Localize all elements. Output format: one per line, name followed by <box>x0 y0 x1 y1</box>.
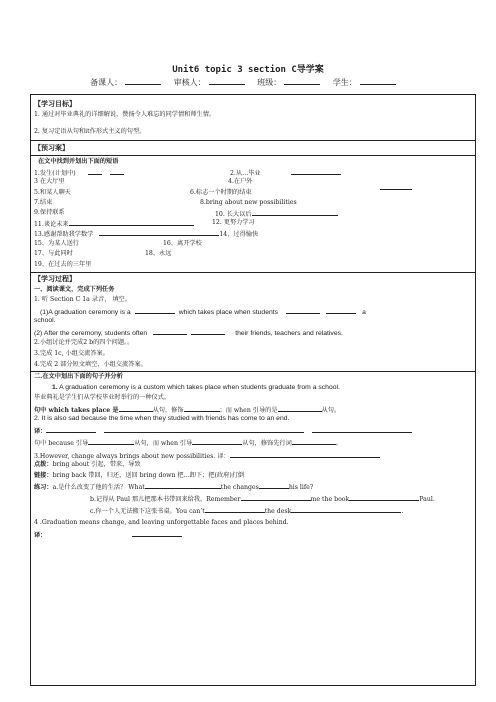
student-label: 学生： <box>332 78 357 87</box>
task1-step3: 3.完成 1c, 小组交流答案。 <box>34 350 109 357</box>
phrase-17: 17、与此同时 <box>34 250 73 257</box>
sentence-2: 2. It is also sad because the time when they studied with friends has come to an end. <box>34 415 290 422</box>
exercise-c: c.你一个人无法搬下这张书桌。You can’t the desk . <box>90 508 404 515</box>
phrase-6: 6.标志一个时期的结束 <box>190 189 252 196</box>
divider <box>30 155 476 156</box>
task1-q1: (1)A graduation ceremony is a which takes place when students a <box>40 309 366 316</box>
phrase-5: 5.和某人聊天 <box>34 189 71 196</box>
task1-listen: 1. 听 Section C 1a 录音， 填空。 <box>34 296 131 303</box>
page-title: Unit6 topic 3 section C导学案 <box>172 65 324 75</box>
task1-q1-end: school. <box>34 317 56 324</box>
task1-step2: 2.小组讨论并完成2 b的四个问题。。 <box>34 339 134 346</box>
goal-1: 1. 通过对毕业典礼的详细解说，赞扬令人难忘的同学情和师生情。 <box>34 111 216 118</box>
phrase-12: 12. 更努力学习 <box>212 219 255 226</box>
task1-heading: 一、阅读课文，完成下列任务 <box>34 286 115 293</box>
reviewer-label: 审核人： <box>173 78 206 87</box>
divider <box>30 140 476 141</box>
phrase-8: 8.bring about new possibilities <box>200 199 297 206</box>
phrase-16: 16、离开学校 <box>163 240 202 247</box>
student-blank[interactable] <box>360 84 396 85</box>
phrase-18: 18、永远 <box>145 250 172 257</box>
reviewer-blank[interactable] <box>209 84 245 85</box>
divider <box>30 371 476 372</box>
preview-heading: 【预习案】 <box>34 143 69 152</box>
exercise-b: b.记得从 Paul 那儿把那本书带回来给我。Remember me the book Paul. <box>90 496 435 503</box>
phrase-9: 9.保持联系 <box>34 209 65 216</box>
preparer-blank[interactable] <box>125 84 161 85</box>
phrase-4-blank[interactable] <box>380 183 412 193</box>
goal-2: 2. 复习定语从句和it作形式主义的句型。 <box>34 128 146 135</box>
preparer-label: 备课人： <box>90 78 123 87</box>
phrase-11: 11.谈论未来 <box>34 219 194 229</box>
sentence-4-translation: 译： <box>34 530 182 540</box>
divider <box>30 272 476 273</box>
link-line: 链接：bring back 带回，归还，送回 bring down 把…卸下；把(政府)打倒 <box>34 472 245 479</box>
phrase-4: 4.在户外 <box>228 178 253 185</box>
exercise-a: 练习：a.是什么改变了他的生活？ What the changes his life? <box>34 484 314 491</box>
phrase-19: 19、在过去的三年里 <box>34 261 92 268</box>
sentence-2-translation: 译： <box>34 426 412 436</box>
task1-step4: 4.完成 2 部分短文填空，小组交流答案。 <box>34 361 147 368</box>
phrase-13: 13.感谢帮助我学数学 14、过得愉快 <box>34 231 259 238</box>
sentence-1-translation: 毕业典礼是学生们从学校毕业时举行的一种仪式。 <box>34 394 171 401</box>
class-label: 班级： <box>257 78 282 87</box>
phrase-task-heading: 在文中找到并划出下面的短语 <box>38 158 119 165</box>
process-heading: 【学习过程】 <box>34 274 76 283</box>
sentence-1: 1. A graduation ceremony is a custom which takes place when students graduate from a school. <box>52 384 340 391</box>
header-info-line <box>0 77 496 88</box>
class-blank[interactable] <box>284 84 320 85</box>
task2-heading: 二.在文中划出下面的句子并分析 <box>34 373 123 380</box>
phrase-7: 7.结束 <box>34 199 53 206</box>
goals-heading: 【学习目标】 <box>34 99 76 108</box>
phrase-3: 3 在大厅里 <box>34 178 65 185</box>
phrase-2: 2.从…毕业 <box>230 168 341 178</box>
sentence-3: 3.However, change always brings about new possibilities. 译： <box>34 451 380 461</box>
phrase-10: 10. 长大以后 <box>215 209 338 219</box>
sentence-2-analysis: 句中 because 引导 从句，而 when 引导 从句，修饰先行词 。 <box>34 440 342 447</box>
tip-line: 点拨：bring about 引起，带来，导致 <box>34 461 141 468</box>
sentence-4: 4 .Graduation means change, and leaving unforgettable faces and places behind. <box>34 519 289 526</box>
phrase-1: 1.发生(计划中) <box>34 168 124 178</box>
phrase-15: 15、为某人送行 <box>34 240 79 247</box>
task1-q2: (2) After the ceremony, students often their friends, teachers and relatives. <box>34 330 343 337</box>
sentence-1-analysis: 句中 which takes place 是 从句，修饰 ；而 when 引导的是 从句。 <box>34 407 341 414</box>
